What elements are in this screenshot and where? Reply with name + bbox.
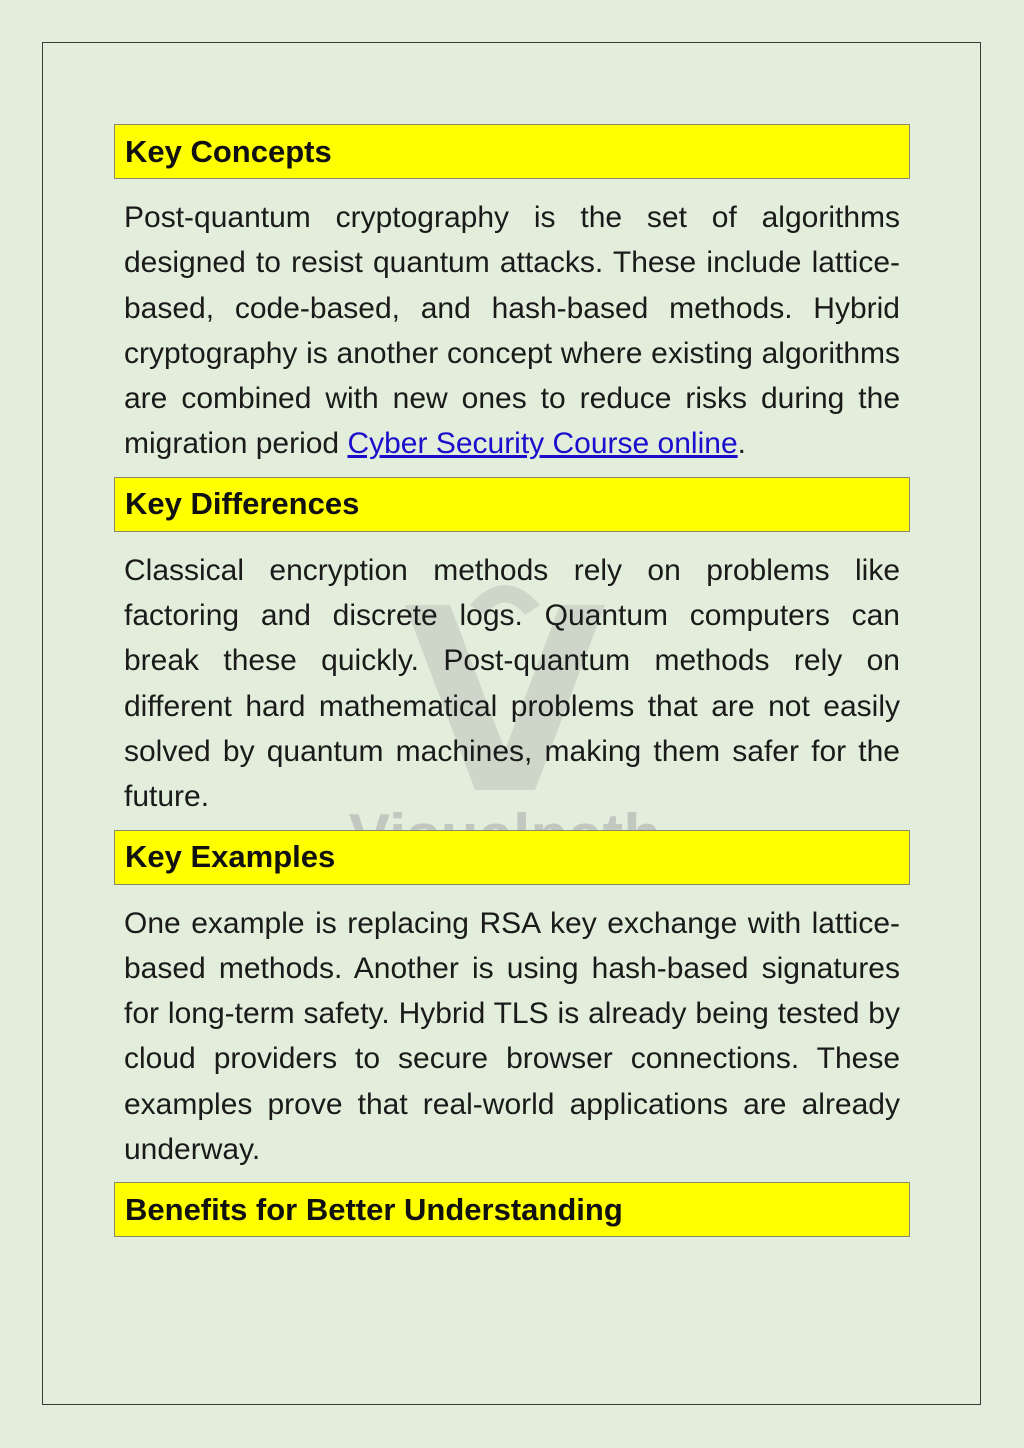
section-body-key-differences: Classical encryption methods rely on problems like factoring and discrete logs. Quantum computers can break these quickly. Post-quantum methods rely on different hard mathematical problems that are not easily solved by quantum machines, making them safer for the future. — [124, 553, 900, 814]
document-content — [114, 124, 910, 1237]
cyber-security-course-link[interactable]: Cyber Security Course online — [347, 427, 738, 461]
section-body-key-concepts — [124, 195, 900, 467]
section-heading-benefits: Benefits for Better Understanding — [114, 1182, 910, 1237]
body-text-end: . — [737, 427, 746, 461]
section-heading-key-examples: Key Examples — [114, 830, 910, 885]
section-heading-key-differences: Key Differences — [114, 477, 910, 532]
section-body-key-examples: One example is replacing RSA key exchange with lattice-based methods. Another is using hash-based signatures for long-term safety. Hybrid TLS is already being tested by cloud providers to secure browser connections. These examples prove that real-world applications are already underway. — [124, 906, 900, 1167]
section-heading-key-concepts: Key Concepts — [114, 124, 910, 179]
body-text: Post-quantum cryptography is the set of algorithms designed to resist quantum attacks. These include lattice-based, code-based, and hash-based methods. Hybrid cryptography is another concept where existing algorithms are combined with new ones to reduce risks during the migration period — [124, 201, 900, 461]
